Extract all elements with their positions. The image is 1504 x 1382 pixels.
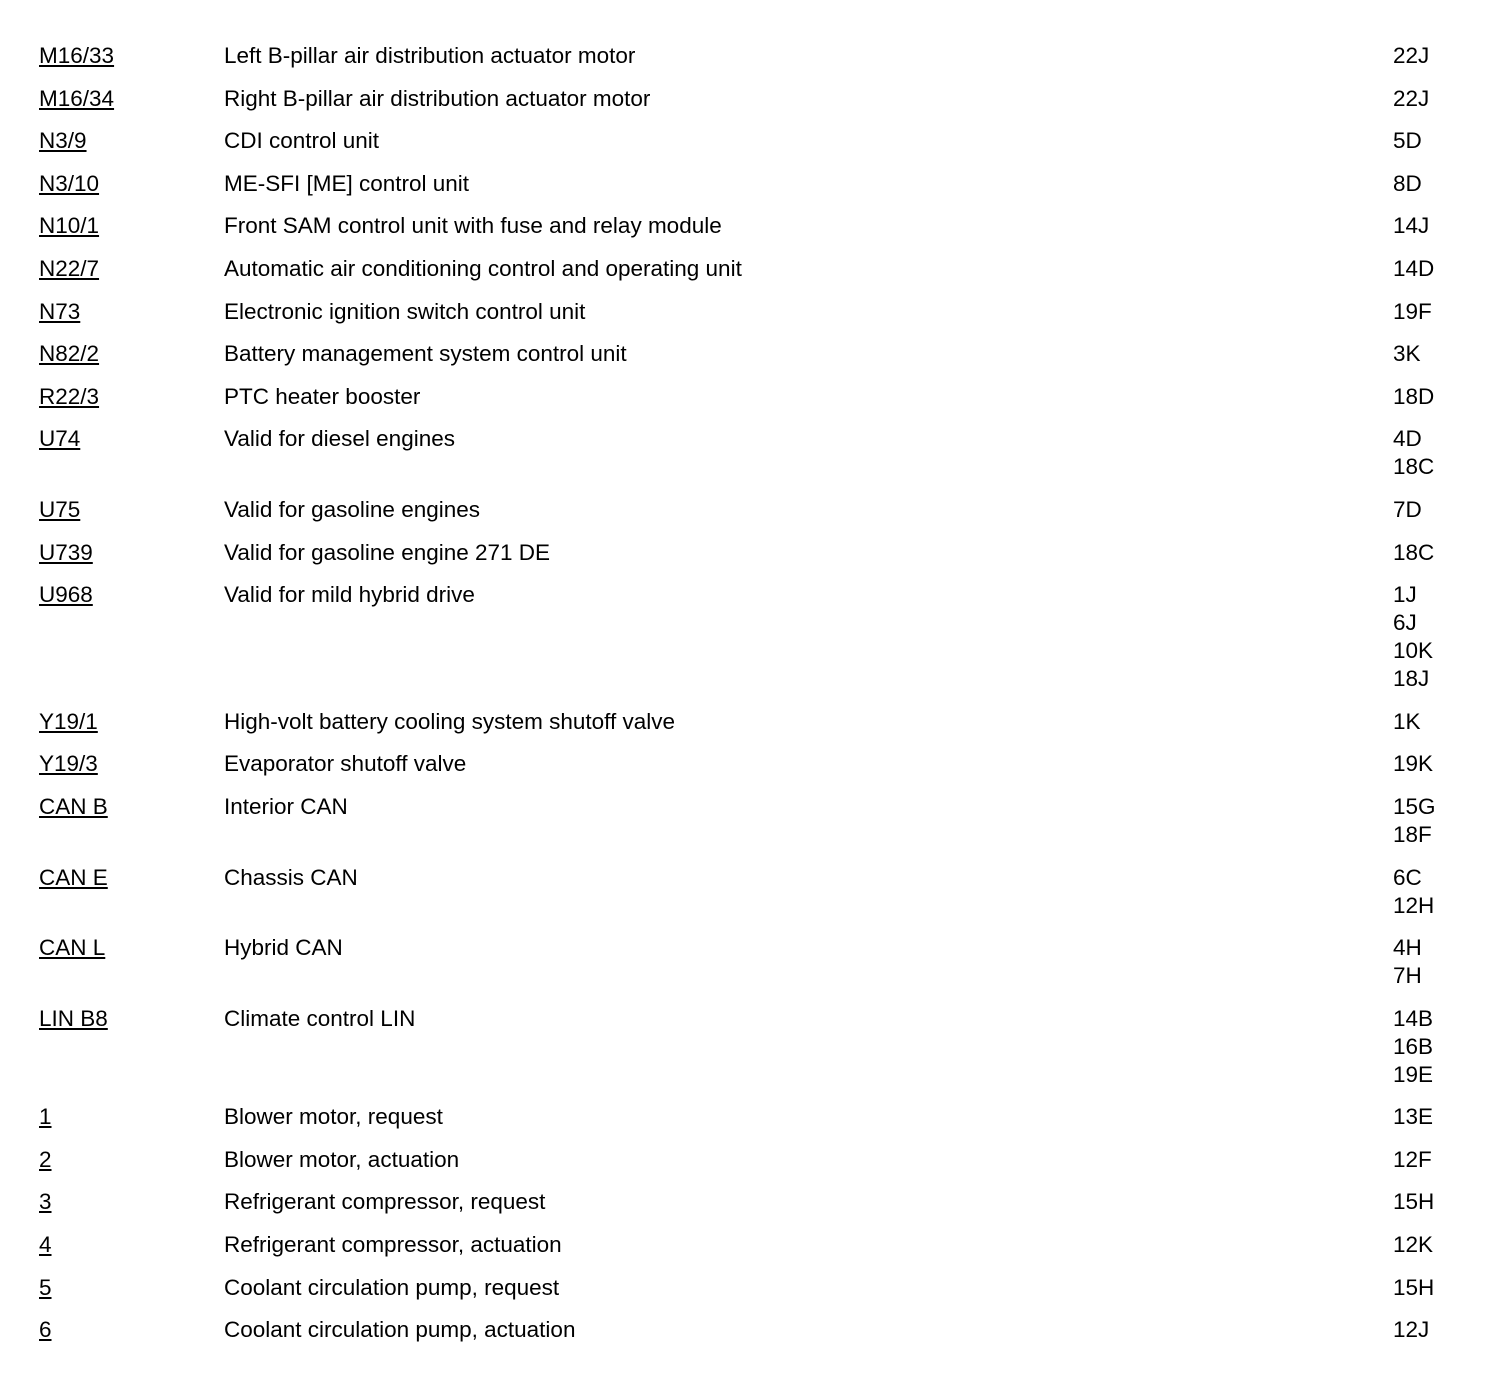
component-description: Left B-pillar air distribution actuator motor	[224, 43, 636, 68]
grid-reference-list	[1393, 298, 1469, 326]
component-code-link[interactable]: CAN B	[39, 793, 108, 819]
grid-reference-list	[1393, 539, 1469, 567]
component-code-cell	[39, 1146, 224, 1174]
grid-reference-list	[1393, 255, 1469, 283]
grid-reference-list	[1393, 1188, 1469, 1216]
legend-row	[39, 864, 1469, 920]
component-description: CDI control unit	[224, 128, 380, 154]
component-code-link[interactable]: 2	[39, 1146, 52, 1172]
component-code-link[interactable]: N82/2	[39, 341, 100, 367]
grid-reference: 1J	[1393, 582, 1417, 608]
legend-row	[39, 1103, 1469, 1131]
component-code-link[interactable]: N3/10	[39, 170, 100, 196]
grid-reference: 4H	[1393, 935, 1422, 961]
grid-reference: 13E	[1393, 1104, 1434, 1130]
grid-reference: 14J	[1393, 213, 1430, 239]
legend-row	[39, 708, 1469, 736]
grid-reference: 14B	[1393, 1005, 1434, 1031]
grid-reference: 1K	[1393, 708, 1421, 734]
legend-row	[39, 539, 1469, 567]
legend-row	[39, 793, 1469, 849]
component-code-cell	[39, 42, 224, 70]
grid-reference-list	[1393, 1103, 1469, 1131]
component-description: Refrigerant compressor, request	[224, 1189, 546, 1215]
component-code-cell	[39, 539, 224, 567]
component-description: Automatic air conditioning control and operating unit	[224, 255, 742, 281]
grid-reference: 14D	[1393, 255, 1435, 281]
grid-reference-list	[1393, 42, 1469, 70]
component-description: Valid for mild hybrid drive	[224, 582, 475, 608]
legend-row	[39, 425, 1469, 481]
grid-reference-list	[1393, 581, 1469, 693]
grid-reference: 18C	[1393, 539, 1435, 565]
component-code-link[interactable]: 6	[39, 1317, 52, 1343]
grid-reference-list	[1393, 793, 1469, 849]
component-code-cell	[39, 581, 224, 609]
grid-reference: 4D	[1393, 426, 1422, 452]
grid-reference-list	[1393, 1005, 1469, 1089]
component-code-link[interactable]: M16/34	[39, 85, 115, 111]
legend-row	[39, 85, 1469, 113]
component-code-cell	[39, 1188, 224, 1216]
grid-reference-list	[1393, 340, 1469, 368]
grid-reference-list	[1393, 425, 1469, 481]
component-code-link[interactable]: Y19/3	[39, 751, 98, 777]
grid-reference: 6C	[1393, 864, 1422, 890]
component-code-link[interactable]: R22/3	[39, 383, 100, 409]
component-code-cell	[39, 212, 224, 240]
grid-reference-list	[1393, 496, 1469, 524]
component-description: Coolant circulation pump, request	[224, 1274, 560, 1300]
grid-reference: 5D	[1393, 128, 1422, 154]
component-code-link[interactable]: LIN B8	[39, 1005, 108, 1031]
component-description: Interior CAN	[224, 793, 348, 819]
component-code-link[interactable]: Y19/1	[39, 708, 98, 734]
legend-row	[39, 1316, 1469, 1344]
component-description: Evaporator shutoff valve	[224, 751, 467, 777]
component-description: Battery management system control unit	[224, 341, 627, 367]
component-code-cell	[39, 1005, 224, 1033]
legend-row	[39, 340, 1469, 368]
component-code-cell	[39, 793, 224, 821]
grid-reference: 18J	[1393, 666, 1430, 692]
grid-reference-list	[1393, 1316, 1469, 1344]
grid-reference: 18C	[1393, 454, 1435, 480]
grid-reference: 19K	[1393, 751, 1434, 777]
component-code-cell	[39, 383, 224, 411]
grid-reference: 12F	[1393, 1146, 1432, 1172]
component-description: Blower motor, request	[224, 1104, 443, 1130]
grid-reference: 22J	[1393, 85, 1430, 111]
component-description: Right B-pillar air distribution actuator motor	[224, 85, 651, 111]
legend-row	[39, 934, 1469, 990]
grid-reference-list	[1393, 750, 1469, 778]
legend-row	[39, 42, 1469, 70]
component-code-cell	[39, 1316, 224, 1344]
component-code-link[interactable]: 4	[39, 1232, 52, 1258]
grid-reference-list	[1393, 383, 1469, 411]
component-code-cell	[39, 298, 224, 326]
grid-reference: 3K	[1393, 341, 1421, 367]
component-code-cell	[39, 708, 224, 736]
component-description: Blower motor, actuation	[224, 1146, 460, 1172]
legend-row	[39, 383, 1469, 411]
component-code-cell	[39, 496, 224, 524]
component-code-cell	[39, 85, 224, 113]
legend-table	[39, 42, 1469, 1359]
component-code-cell	[39, 1231, 224, 1259]
grid-reference: 15G	[1393, 793, 1436, 819]
grid-reference-list	[1393, 1231, 1469, 1259]
component-description: Front SAM control unit with fuse and relay module	[224, 213, 722, 239]
grid-reference-list	[1393, 1274, 1469, 1302]
legend-row	[39, 212, 1469, 240]
grid-reference-list	[1393, 212, 1469, 240]
component-code-cell	[39, 750, 224, 778]
component-description: Valid for diesel engines	[224, 426, 455, 452]
grid-reference: 10K	[1393, 638, 1434, 664]
component-code-cell	[39, 170, 224, 198]
grid-reference: 15H	[1393, 1274, 1435, 1300]
grid-reference: 12H	[1393, 892, 1435, 918]
legend-row	[39, 496, 1469, 524]
legend-row	[39, 1146, 1469, 1174]
grid-reference: 8D	[1393, 170, 1422, 196]
component-code-cell	[39, 340, 224, 368]
component-code-link[interactable]: 5	[39, 1274, 52, 1300]
grid-reference: 22J	[1393, 43, 1430, 68]
grid-reference: 16B	[1393, 1033, 1434, 1059]
grid-reference-list	[1393, 864, 1469, 920]
component-code-cell	[39, 934, 224, 962]
grid-reference: 15H	[1393, 1189, 1435, 1215]
component-code-cell	[39, 127, 224, 155]
legend-row	[39, 750, 1469, 778]
component-description: Climate control LIN	[224, 1005, 416, 1031]
component-code-link[interactable]: 3	[39, 1189, 52, 1215]
grid-reference: 7D	[1393, 496, 1422, 522]
component-code-link[interactable]: U75	[39, 496, 81, 522]
component-code-cell	[39, 1274, 224, 1302]
component-code-link[interactable]: N10/1	[39, 213, 100, 239]
component-code-link[interactable]: M16/33	[39, 43, 115, 68]
grid-reference-list	[1393, 127, 1469, 155]
grid-reference-list	[1393, 170, 1469, 198]
grid-reference: 12K	[1393, 1232, 1434, 1258]
component-code-cell	[39, 425, 224, 453]
component-description: Electronic ignition switch control unit	[224, 298, 586, 324]
grid-reference: 7H	[1393, 963, 1422, 989]
grid-reference: 18D	[1393, 383, 1435, 409]
grid-reference-list	[1393, 708, 1469, 736]
component-description: High-volt battery cooling system shutoff valve	[224, 708, 676, 734]
component-code-link[interactable]: U968	[39, 582, 93, 608]
component-description: Refrigerant compressor, actuation	[224, 1232, 562, 1258]
legend-row	[39, 581, 1469, 693]
component-description: Hybrid CAN	[224, 935, 343, 961]
component-code-link[interactable]: CAN E	[39, 864, 108, 890]
legend-row	[39, 255, 1469, 283]
component-description: Valid for gasoline engines	[224, 496, 481, 522]
component-code-cell	[39, 255, 224, 283]
legend-row	[39, 170, 1469, 198]
component-code-cell	[39, 1103, 224, 1131]
component-code-link[interactable]: N3/9	[39, 128, 87, 154]
grid-reference-list	[1393, 934, 1469, 990]
component-code-cell	[39, 864, 224, 892]
component-description: Valid for gasoline engine 271 DE	[224, 539, 551, 565]
component-code-link[interactable]: U739	[39, 539, 93, 565]
component-code-link[interactable]: CAN L	[39, 935, 106, 961]
grid-reference: 6J	[1393, 610, 1417, 636]
component-description: Coolant circulation pump, actuation	[224, 1317, 576, 1343]
grid-reference: 12J	[1393, 1317, 1430, 1343]
legend-row	[39, 1005, 1469, 1089]
grid-reference: 19F	[1393, 298, 1432, 324]
component-code-link[interactable]: 1	[39, 1104, 52, 1130]
component-description: Chassis CAN	[224, 864, 358, 890]
legend-row	[39, 1231, 1469, 1259]
grid-reference-list	[1393, 1146, 1469, 1174]
legend-row	[39, 1188, 1469, 1216]
grid-reference-list	[1393, 85, 1469, 113]
legend-row	[39, 1274, 1469, 1302]
component-code-link[interactable]: N22/7	[39, 255, 100, 281]
grid-reference: 18F	[1393, 821, 1432, 847]
grid-reference: 19E	[1393, 1061, 1434, 1087]
legend-row	[39, 298, 1469, 326]
legend-row	[39, 127, 1469, 155]
component-code-link[interactable]: U74	[39, 426, 81, 452]
component-code-link[interactable]: N73	[39, 298, 81, 324]
component-description: PTC heater booster	[224, 383, 421, 409]
component-description: ME-SFI [ME] control unit	[224, 170, 470, 196]
